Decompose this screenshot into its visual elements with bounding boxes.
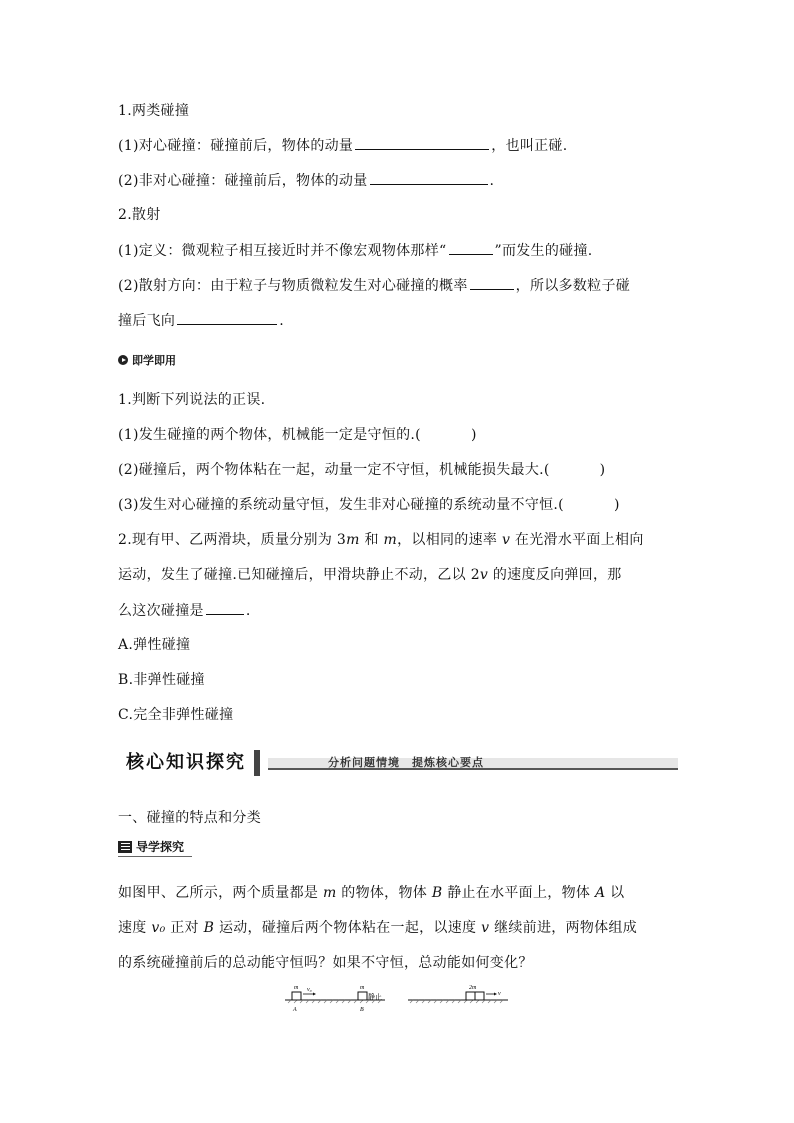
guide-heading: 导学探究	[118, 838, 184, 855]
question-1: 1.判断下列说法的正误.	[118, 392, 266, 408]
velocity-label-v: v	[498, 991, 501, 997]
item-scattering-direction: (2)散射方向：由于粒子与物质微粒发生对心碰撞的概率 ，所以多数粒子碰	[118, 275, 630, 296]
arrow-head-icon	[494, 993, 497, 996]
banner-title: 核心知识探究	[118, 750, 260, 776]
item-two-collision-types: 1.两类碰撞	[118, 103, 190, 119]
item-scattering: 2.散射	[118, 207, 161, 223]
list-icon	[118, 841, 132, 853]
paragraph-line2: 速度 v₀ 正对 B 运动，碰撞后两个物体粘在一起，以速度 v 继续前进，两物体组成	[118, 920, 638, 936]
question-2-line1: 2.现有甲、乙两滑块，质量分别为 3m 和 m，以相同的速率 v 在光滑水平面上相向	[118, 532, 644, 548]
velocity-label-v0: v₀	[307, 987, 312, 993]
collision-figure	[280, 980, 520, 1020]
rest-label: 静止	[368, 994, 382, 1001]
paragraph-line1: 如图甲、乙所示，两个质量都是 m 的物体，物体 B 静止在水平面上，物体 A 以	[118, 885, 625, 901]
divider	[118, 856, 192, 857]
fill-blank[interactable]	[355, 135, 489, 150]
fill-blank[interactable]	[449, 240, 493, 255]
paragraph-line3: 的系统碰撞前后的总动能守恒吗？如果不守恒，总动能如何变化？	[118, 955, 533, 971]
practice-heading: 即学即用	[118, 352, 176, 368]
section-banner	[118, 750, 678, 776]
option-b[interactable]: B.非弹性碰撞	[118, 672, 205, 688]
banner-subtitle: 分析问题情境 提炼核心要点	[328, 756, 484, 769]
arrow-head-icon	[313, 993, 316, 996]
play-circle-icon	[118, 355, 128, 365]
block-combined-right	[475, 992, 484, 1000]
combined-mass-label: 2m	[469, 985, 477, 991]
section-title: 一、碰撞的特点和分类	[118, 810, 261, 826]
item-noncentral-collision: (2)非对心碰撞：碰撞前后，物体的动量 .	[118, 170, 494, 191]
question-1a: (1)发生碰撞的两个物体，机械能一定是守恒的.( )	[118, 427, 477, 443]
option-a[interactable]: A.弹性碰撞	[118, 637, 191, 653]
item-central-collision: (1)对心碰撞：碰撞前后，物体的动量 ，也叫正碰.	[118, 135, 567, 156]
item-scattering-direction-cont: 撞后飞向 .	[118, 310, 284, 331]
block-a	[292, 992, 301, 1000]
question-2-line3: 么这次碰撞是 .	[118, 600, 251, 621]
fill-blank[interactable]	[206, 600, 244, 615]
fill-blank[interactable]	[370, 170, 488, 185]
block-a-mass-label: m	[294, 985, 299, 991]
question-1c: (3)发生对心碰撞的系统动量守恒，发生非对心碰撞的系统动量不守恒.( )	[118, 497, 620, 513]
fill-blank[interactable]	[470, 275, 514, 290]
item-scattering-definition: (1)定义：微观粒子相互接近时并不像宏观物体那样“ ”而发生的碰撞.	[118, 240, 593, 261]
option-c[interactable]: C.完全非弹性碰撞	[118, 707, 234, 723]
question-2-line2: 运动，发生了碰撞.已知碰撞后，甲滑块静止不动，乙以 2v 的速度反向弹回，那	[118, 567, 622, 583]
block-combined-left	[466, 992, 475, 1000]
label-a: A	[293, 1007, 297, 1013]
block-b-mass-label: m	[360, 985, 365, 991]
fill-blank[interactable]	[177, 310, 277, 325]
label-b: B	[360, 1007, 364, 1013]
question-1b: (2)碰撞后，两个物体粘在一起，动量一定不守恒，机械能损失最大.( )	[118, 462, 606, 478]
block-b	[358, 992, 367, 1000]
